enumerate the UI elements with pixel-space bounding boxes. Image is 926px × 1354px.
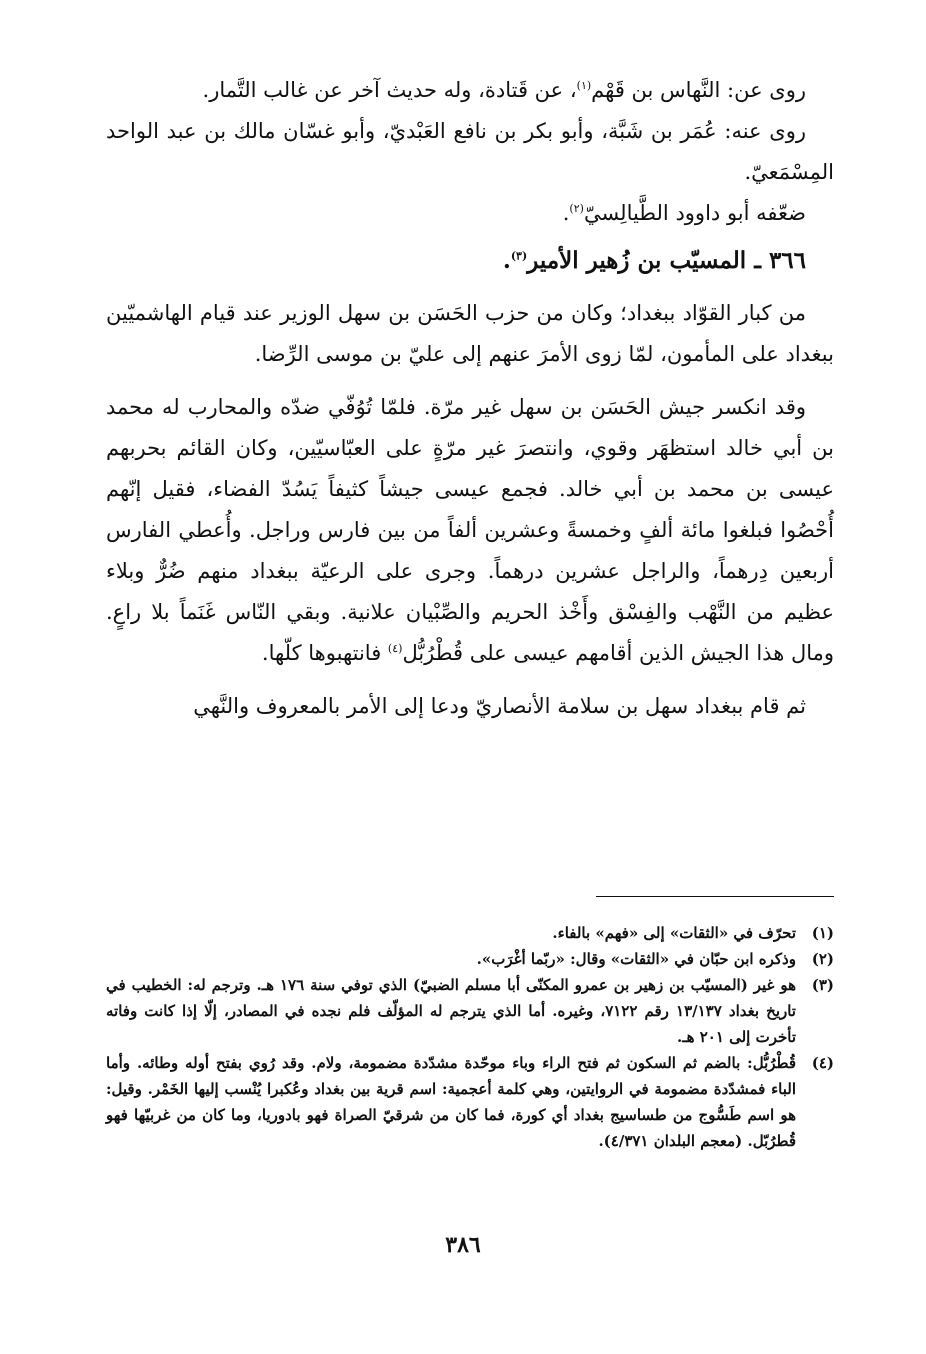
footnote-ref-1: (١) — [576, 79, 592, 92]
footnote-number: (٢) — [811, 950, 834, 968]
entry-title: ٣٦٦ ـ المسيّب بن زُهير الأمير$^{(٣)}$. — [502, 247, 806, 274]
footnote-2 — [106, 946, 834, 972]
paragraph-army-defeat: وقد انكسر جيش الحَسَن بن سهل غير مرّة. فلمّا تُوُفّي ضدّه والمحارب له محمد بن أبي خالد استظهَر وقوي، وانتصرَ غير مرّةٍ على العبّاسيّين، وكان القائم بحربهم عيسى بن محمد بن أبي خالد. فجمع عيسى جيشاً كثيفاً يَسُدّ الفضاء، فقيل إنّهم أُحْصُوا فبلغوا مائة ألفٍ وخمسةً وعشرين ألفاً من بين فارس وراجل. وأُعطي الفارس أربعين دِرهماً، والراجل عشرين درهماً. وجرى على الرعيّة ببغداد منهم ضُرٌّ وبلاء عظيم من النَّهْب والفِسْق وأَخْذ الحريم والصِّبْيان علانية. وبقي النّاس غَنَماً بلا راعٍ. ومال هذا الجيش الذين أقامهم عيسى على قُطْرُبُّل$^{(٤)}$ فانتهبوها كلّها. — [106, 395, 834, 665]
footnote-text: قُطْرُبُّل: بالضم ثم السكون ثم فتح الراء وباء موحّدة مشدّدة مضمومة، ولام. وقد رُوي بفتح أوله وطائه. وأما الباء فمشدّدة مضمومة في الروايتين، وهي كلمة أعجمية: اسم قرية بين بغداد وعُكبرا يُنْسب إليها الخَمْر. وقيل: هو اسم طَسُّوج من طساسيج بغداد أي كورة، فما كان من شرقيّ الصراة فهو بادوريا، وما كان من غربيّها فهو قُطرُبّل. (معجم البلدان ٤/٣٧١). — [106, 1054, 796, 1150]
paragraph-weakened-by: ضعّفه أبو داوود الطَّيالِسيّ$^{(٢)}$. — [562, 201, 806, 225]
footnote-1 — [106, 920, 834, 946]
paragraph-narrated-from: روى عن: النَّهاس بن قَهْم$^{(١)}$، عن قَتادة، وله حديث آخر عن غالب التَّمار. — [202, 78, 806, 102]
footnote-number: (٤) — [811, 1054, 834, 1072]
footnote-ref-2: (٢) — [569, 202, 584, 215]
footnote-text: وذكره ابن حبّان في «الثقات» وقال: «ربّما أغْرَب». — [476, 950, 796, 968]
footnote-3 — [106, 972, 834, 1050]
footnote-number: (٣) — [811, 976, 834, 994]
footnote-number: (١) — [811, 924, 834, 942]
paragraph-biography: من كبار القوّاد ببغداد؛ وكان من حزب الحَسَن بن سهل الوزير عند قيام الهاشميّين ببغداد على المأمون، لمّا زوى الأمرَ عنهم إلى عليّ بن موسى الرِّضا. — [106, 301, 834, 366]
paragraph-sahl-bin-salama: ثم قام ببغداد سهل بن سلامة الأنصاريّ ودعا إلى الأمر بالمعروف والنَّهي — [193, 694, 806, 718]
footnotes — [106, 920, 834, 1154]
footnote-ref-3: (٣) — [510, 249, 528, 263]
footnote-text: هو غير (المسيّب بن زهير بن عمرو المكنّى أبا مسلم الضبيّ) الذي توفي سنة ١٧٦ هـ. وترجم له: الخطيب في تاريخ بغداد ١٣/١٣٧ رقم ٧١٢٢، وغيره. أما الذي يترجم له المؤلّف فلم نجده في المصادر، إلّا إذا كانت وفاته تأخرت إلى ٢٠١ هـ. — [106, 976, 796, 1046]
footnote-text: تحرّف في «الثقات» إلى «فهم» بالفاء. — [552, 924, 796, 942]
footnote-4 — [106, 1050, 834, 1154]
main-text — [106, 70, 834, 727]
footnote-divider — [596, 896, 834, 897]
paragraph-narrated-by: روى عنه: عُمَر بن شَبَّة، وأبو بكر بن نافع العَبْديّ، وأبو غسّان مالك بن عبد الواحد المِسْمَعيّ. — [106, 119, 834, 184]
page-number: ٣٨٦ — [445, 1232, 481, 1258]
footnote-ref-4: (٤) — [387, 642, 403, 655]
